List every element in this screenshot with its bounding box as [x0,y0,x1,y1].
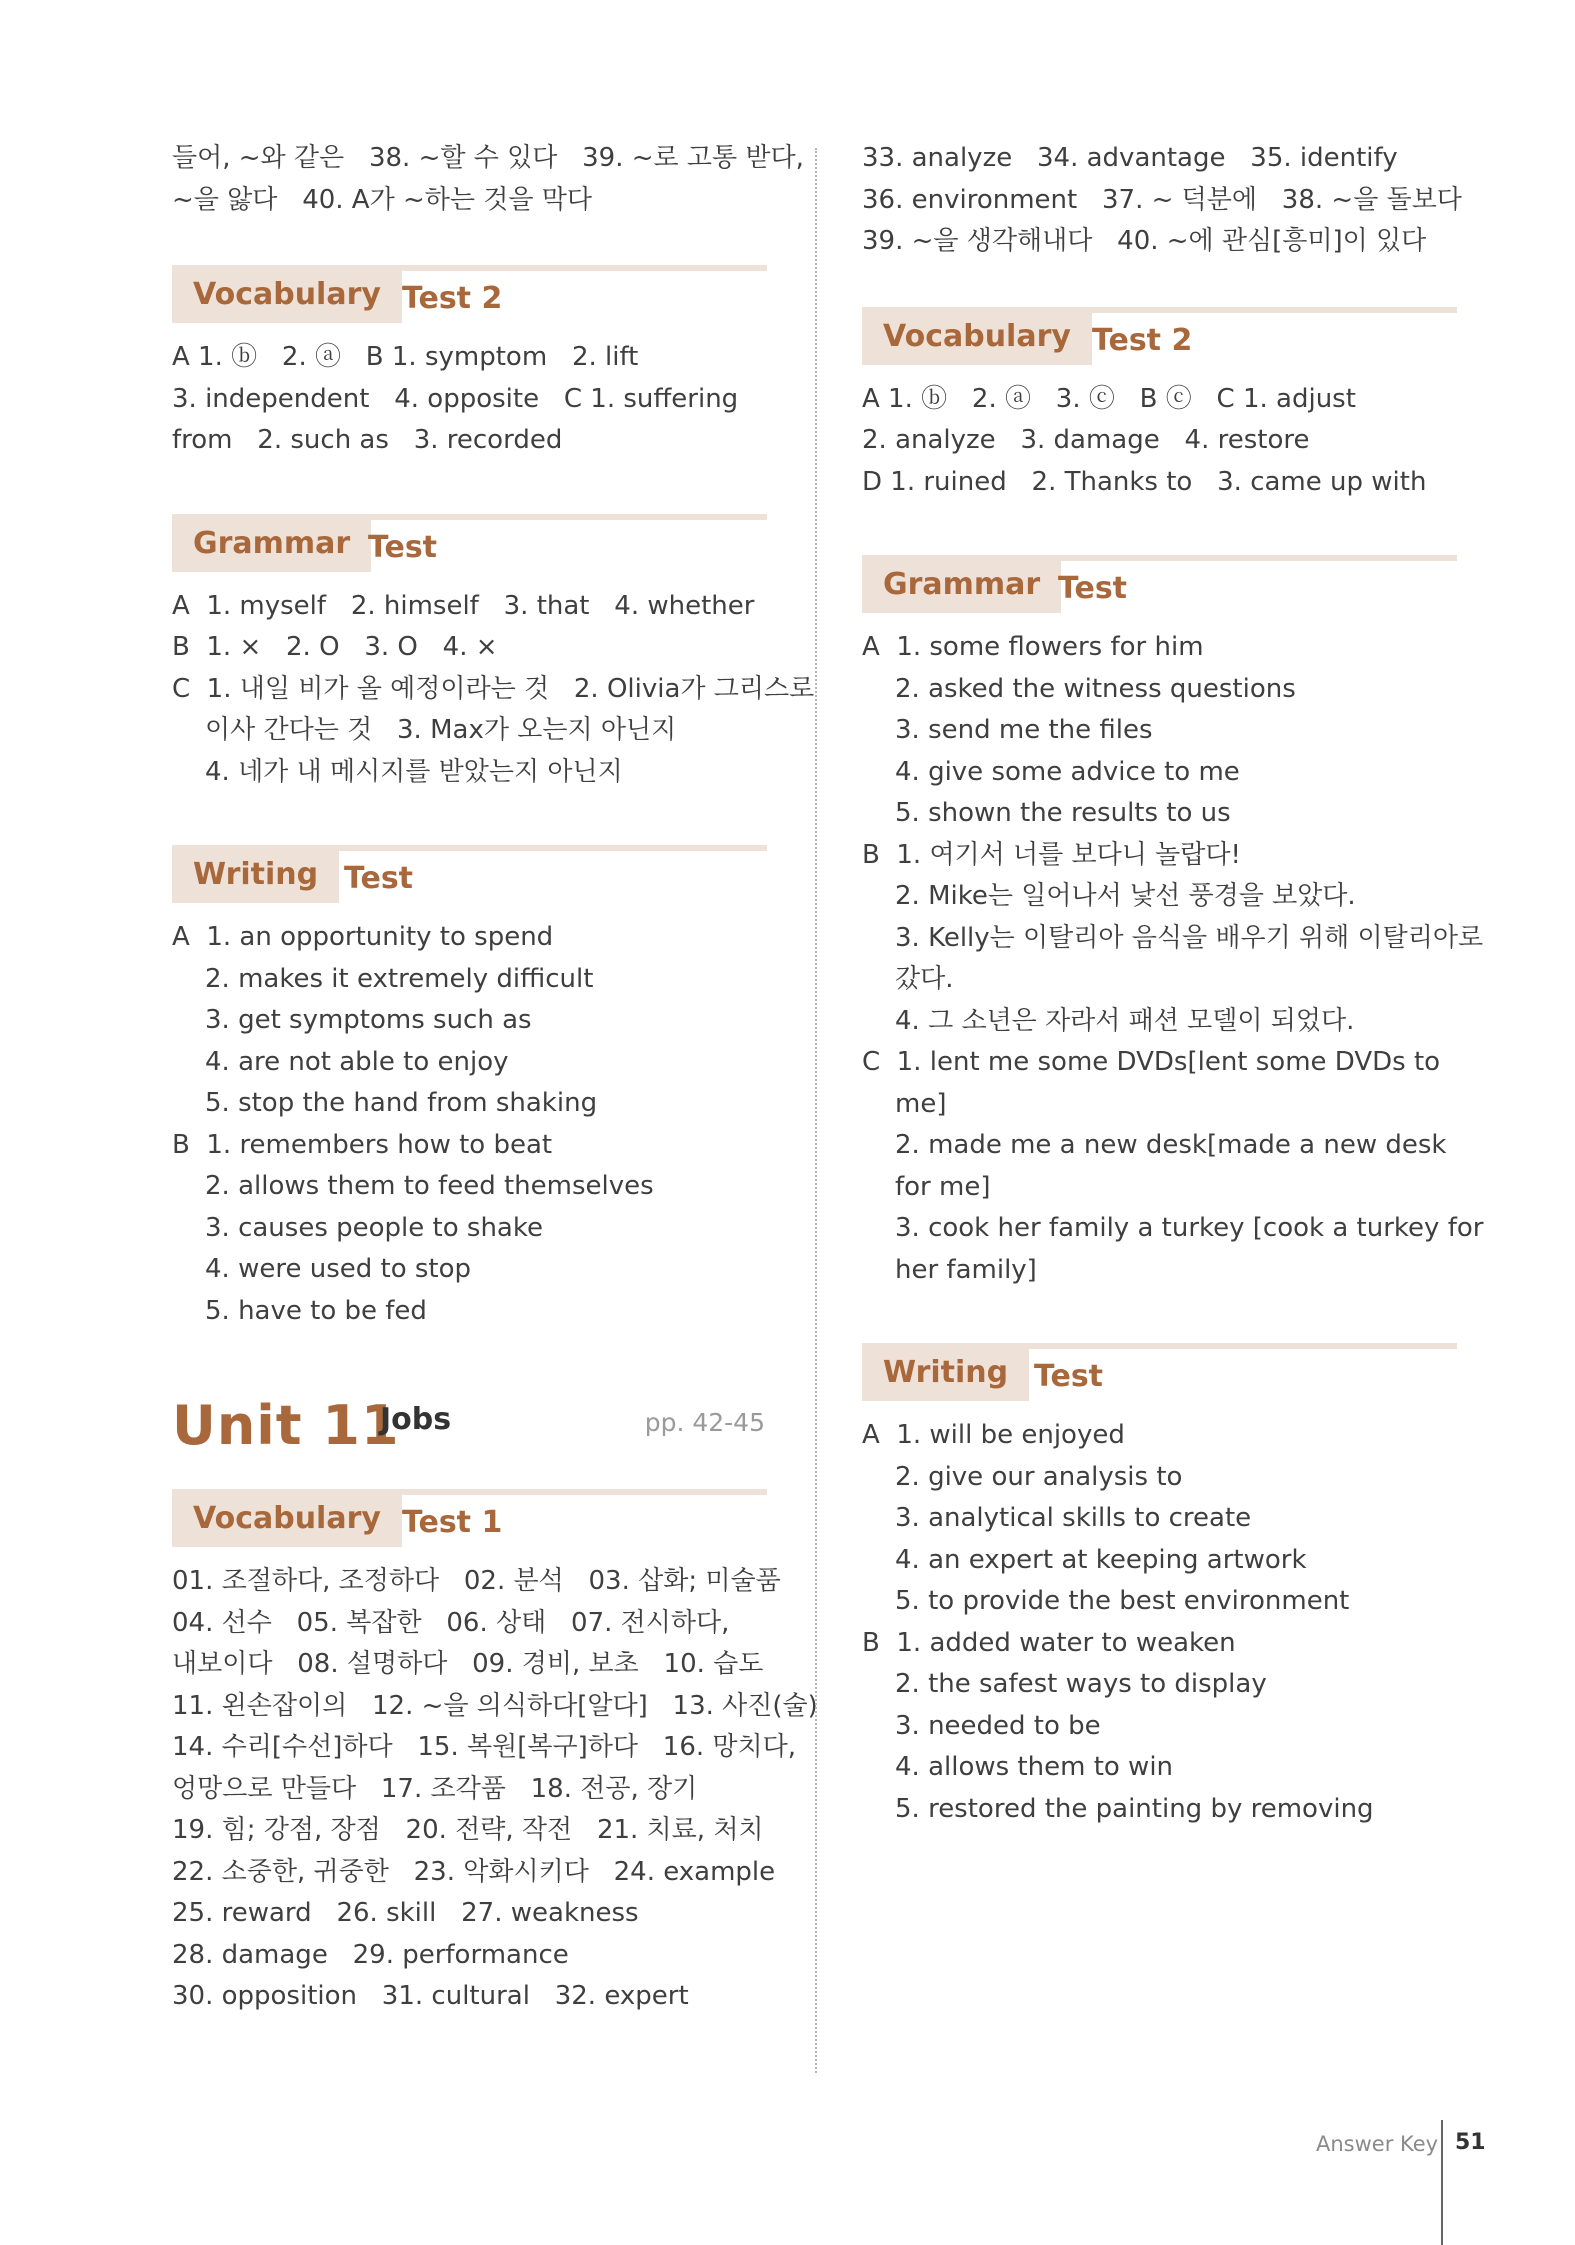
answer-line: 2. the safest ways to display [895,1669,1267,1699]
answer-line: A 1. ⓑ 2. ⓐ 3. ⓒ B ⓒ C 1. adjust [862,383,1356,414]
answer-line: 들어, ~와 같은 38. ~할 수 있다 39. ~로 고통 받다, [172,143,804,173]
answer-line: A 1. some flowers for him [862,632,1204,662]
answer-line: 이사 간다는 것 3. Max가 오는지 아닌지 [205,715,677,745]
section-sub: Test 2 [402,281,503,316]
answer-line: 5. have to be fed [205,1295,427,1326]
section-label: Writing [172,845,339,903]
answer-line: 3. get symptoms such as [205,1005,532,1035]
answer-line: 3. Kelly는 이탈리아 음식을 배우기 위해 이탈리아로 [895,922,1484,953]
page-number: 51 [1455,2130,1486,2155]
answer-line: 3. causes people to shake [205,1212,543,1243]
answer-line: 3. send me the files [895,715,1153,745]
unit-title: Unit 11 [172,1394,400,1457]
answer-line: 4. allows them to win [895,1752,1174,1782]
answer-line: D 1. ruined 2. Thanks to 3. came up with [862,466,1427,497]
unit-pages: pp. 42-45 [644,1408,765,1437]
answer-line: ~을 앓다 40. A가 ~하는 것을 막다 [172,184,592,215]
section-label: Vocabulary [862,307,1092,365]
left-vocab-test1-section [172,1489,818,2018]
answer-line: 2. asked the witness questions [895,673,1296,704]
section-label: Grammar [862,555,1061,613]
answer-line: 30. opposition 31. cultural 32. expert [172,1981,689,2011]
section-header [172,514,767,572]
answer-line: for me] [895,1171,991,1202]
section-sub: Test [368,529,438,565]
answer-line: C 1. lent me some DVDs[lent some DVDs to [862,1047,1441,1077]
answer-line: 5. restored the painting by removing [895,1793,1374,1824]
section-header [172,845,767,903]
answer-line: 4. were used to stop [205,1254,472,1284]
right-grammar-test-section [862,555,1484,1291]
section-sub: Test 1 [402,1505,503,1540]
answer-line: 5. stop the hand from shaking [205,1088,598,1118]
answer-line: 01. 조절하다, 조정하다 02. 분석 03. 삽화; 미술품 [172,1566,781,1596]
section-label: Writing [862,1343,1029,1401]
column-divider [815,148,817,2073]
answer-line: 4. 그 소년은 자라서 패션 모델이 되었다. [895,1005,1355,1036]
answer-line: 19. 힘; 강점, 장점 20. 전략, 작전 21. 치료, 처치 [172,1815,764,1845]
section-header [862,555,1457,613]
answer-line: 14. 수리[수선]하다 15. 복원[복구]하다 16. 망치다, [172,1732,797,1762]
right-intro [862,138,1462,263]
section-sub: Test [1058,571,1128,606]
section-header [862,307,1457,365]
answer-line: 갔다. [895,964,954,994]
answer-line: 28. damage 29. performance [172,1939,569,1970]
answer-line: 22. 소중한, 귀중한 23. 악화시키다 24. example [172,1856,776,1887]
answer-line: 4. an expert at keeping artwork [895,1544,1307,1575]
section-header [172,265,767,323]
section-label: Vocabulary [172,1489,402,1547]
answer-line: 36. environment 37. ~ 덕분에 38. ~을 돌보다 [862,184,1462,215]
left-column [172,138,818,2070]
right-column [862,138,1484,1882]
answer-line: 2. made me a new desk[made a new desk [895,1130,1447,1160]
answer-line: her family] [895,1254,1037,1285]
right-vocab-test2-section [862,307,1457,504]
answer-line: 2. Mike는 일어나서 낯선 풍경을 보았다. [895,881,1356,911]
answer-line: 33. analyze 34. advantage 35. identify [862,143,1398,173]
answer-line: 2. give our analysis to [895,1461,1183,1492]
answer-line: 5. shown the results to us [895,798,1231,828]
answer-line: 4. 네가 내 메시지를 받았는지 아닌지 [205,756,623,787]
left-vocab-test2-section [172,265,767,462]
section-header [172,1489,767,1547]
answer-line: 엉망으로 만들다 17. 조각품 18. 전공, 장기 [172,1773,698,1804]
answer-line: A 1. myself 2. himself 3. that 4. whether [172,590,755,621]
answer-line: A 1. will be enjoyed [862,1420,1125,1450]
section-sub: Test [344,861,414,896]
answer-line: 4. are not able to enjoy [205,1046,509,1077]
section-label: Vocabulary [172,265,402,323]
answer-line: 04. 선수 05. 복잡한 06. 상태 07. 전시하다, [172,1607,730,1638]
answer-line: 4. give some advice to me [895,756,1240,787]
section-sub: Test [1034,1359,1104,1394]
answer-line: 39. ~을 생각해내다 40. ~에 관심[흥미]이 있다 [862,226,1427,256]
left-intro [172,138,804,221]
answer-line: B 1. added water to weaken [862,1627,1236,1658]
answer-line: 2. allows them to feed themselves [205,1171,654,1201]
left-grammar-test-section [172,514,815,794]
answer-line: me] [895,1088,947,1119]
footer-rule [1441,2120,1443,2245]
answer-line: 2. makes it extremely difficult [205,963,594,994]
answer-line: C 1. 내일 비가 올 예정이라는 것 2. Olivia가 그리스로 [172,673,815,704]
answer-line: 2. analyze 3. damage 4. restore [862,425,1310,455]
section-label: Grammar [172,514,371,572]
answer-line: B 1. 여기서 너를 보다니 놀랍다! [862,839,1241,870]
answer-line: A 1. ⓑ 2. ⓐ B 1. symptom 2. lift [172,342,639,372]
section-sub: Test 2 [1092,322,1193,358]
unit-subtitle: Jobs [380,1402,452,1437]
section-header [862,1343,1457,1401]
answer-line: 3. cook her family a turkey [cook a turkey for [895,1213,1484,1243]
footer-label: Answer Key [1316,2132,1439,2156]
answer-line: 3. needed to be [895,1710,1101,1741]
left-writing-test-section [172,845,767,1332]
answer-line: 3. analytical skills to create [895,1503,1252,1533]
answer-line: 3. independent 4. opposite C 1. suffering [172,383,739,414]
answer-line: from 2. such as 3. recorded [172,425,563,455]
answer-line: B 1. remembers how to beat [172,1129,553,1160]
unit-header [172,1384,767,1489]
answer-line: B 1. × 2. O 3. O 4. × [172,632,498,662]
answer-line: 25. reward 26. skill 27. weakness [172,1898,639,1928]
answer-line: 내보이다 08. 설명하다 09. 경비, 보초 10. 습도 [172,1649,764,1679]
right-writing-test-section [862,1343,1457,1830]
answer-line: 11. 왼손잡이의 12. ~을 의식하다[알다] 13. 사진(술) [172,1690,818,1721]
answer-line: 5. to provide the best environment [895,1586,1350,1616]
answer-line: A 1. an opportunity to spend [172,922,554,952]
